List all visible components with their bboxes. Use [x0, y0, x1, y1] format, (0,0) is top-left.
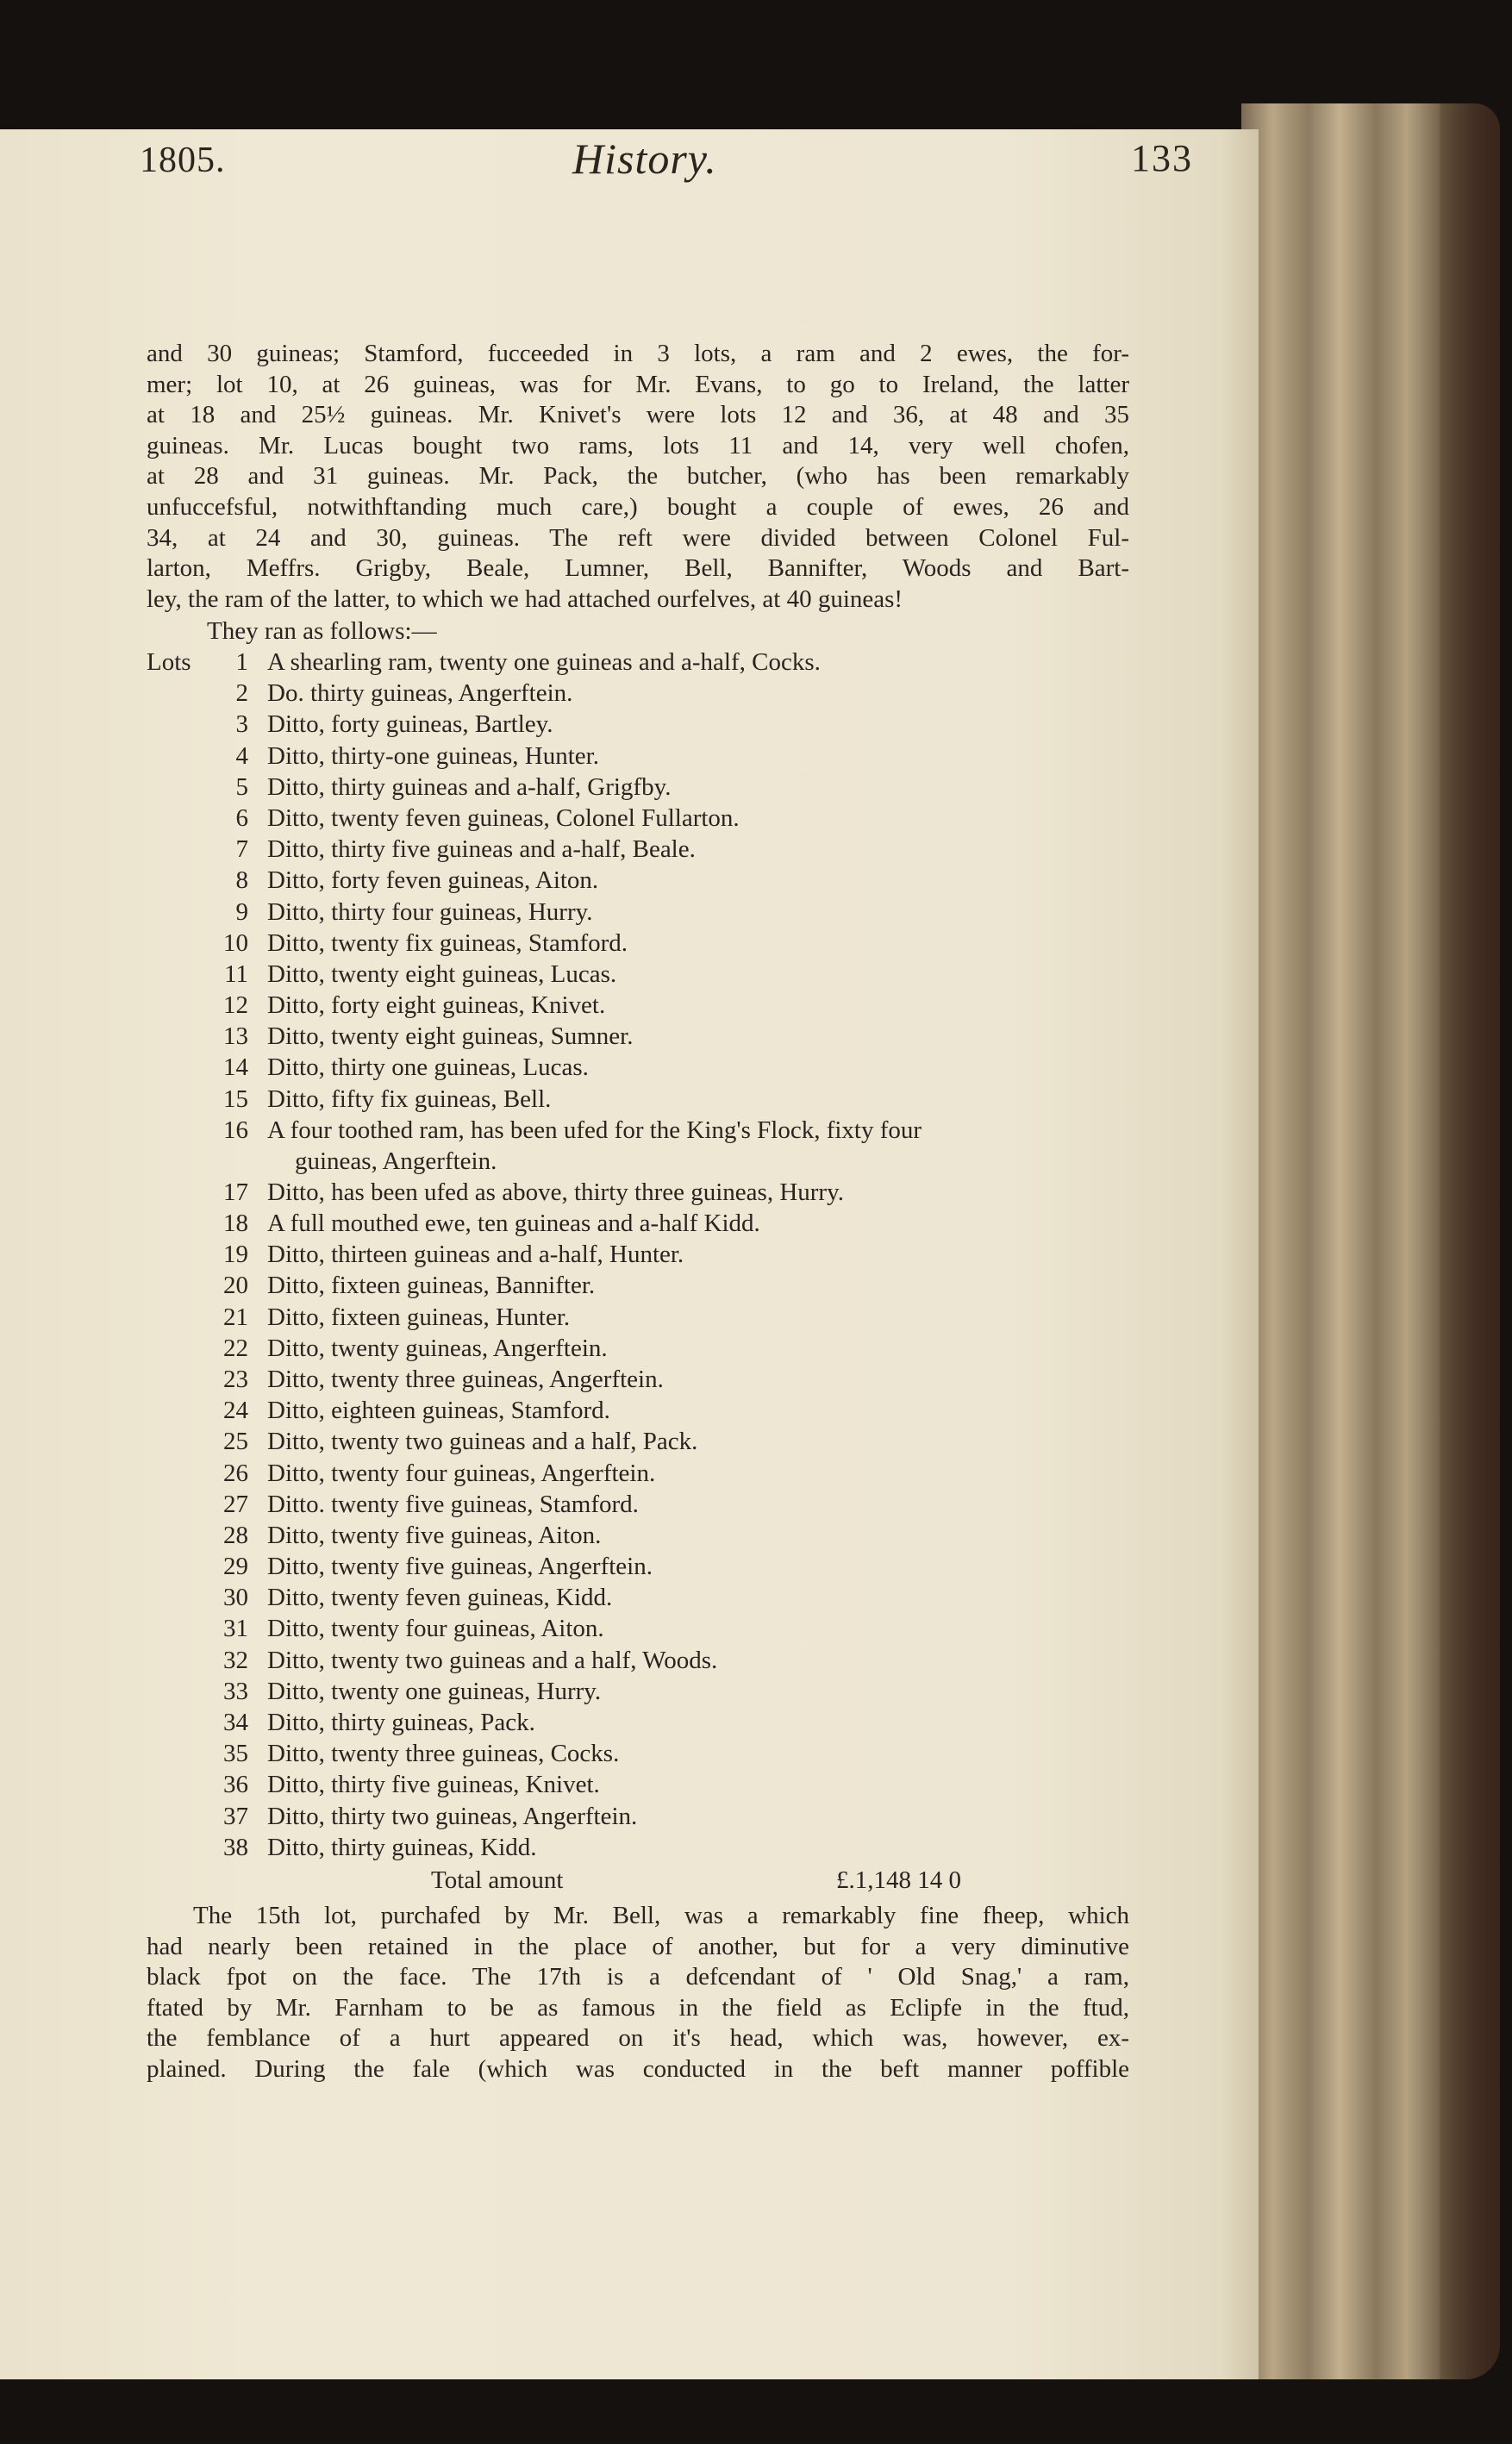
lots-list: [147, 648, 1138, 1899]
lot-row: [147, 1178, 1138, 1209]
lot-row: [147, 1803, 1138, 1834]
text-line: ftated by Mr. Farnham to be as famous in the field as Eclipfe in the ftud,: [147, 1993, 1129, 2022]
lot-number: 9: [235, 897, 248, 926]
lot-row: [147, 1335, 1138, 1366]
lot-description: Ditto, fifty fix guineas, Bell.: [267, 1084, 552, 1113]
text-line: 34, at 24 and 30, guineas. The reft were divided between Colonel Ful-: [147, 523, 1129, 552]
lot-number: 23: [223, 1365, 248, 1393]
lot-description: Ditto, twenty two guineas and a half, Woods.: [267, 1646, 718, 1674]
lot-description: Do. thirty guineas, Angerftein.: [267, 679, 573, 708]
lot-description: A full mouthed ewe, ten guineas and a-half Kidd.: [267, 1209, 760, 1237]
lots-label: Lots: [147, 648, 191, 676]
lot-description: Ditto, twenty two guineas and a half, Pack.: [267, 1428, 698, 1456]
text-line: mer; lot 10, at 26 guineas, was for Mr. Evans, to go to Ireland, the latter: [147, 370, 1129, 398]
lot-description: Ditto, thirty five guineas, Knivet.: [267, 1771, 600, 1799]
lot-row: [147, 1116, 1138, 1178]
lot-description: Ditto, has been ufed as above, thirty three guineas, Hurry.: [267, 1178, 844, 1206]
lot-description: Ditto, twenty guineas, Angerftein.: [267, 1334, 608, 1362]
lot-description: Ditto, twenty feven guineas, Kidd.: [267, 1584, 613, 1612]
lot-number: 20: [223, 1272, 248, 1300]
lot-row: [147, 1460, 1138, 1491]
lot-description: Ditto, twenty five guineas, Angerftein.: [267, 1553, 653, 1581]
lot-row: [147, 1303, 1138, 1335]
lot-row: [147, 835, 1138, 866]
text-line: ley, the ram of the latter, to which we had attached ourfelves, at 40 guineas!: [147, 584, 903, 613]
lot-number: 15: [223, 1084, 248, 1113]
text-line: unfuccefsful, notwithftanding much care,) bought a couple of ewes, 26 and: [147, 492, 1129, 521]
lot-row: [147, 1740, 1138, 1771]
lot-row: [147, 960, 1138, 991]
total-row: [147, 1865, 1138, 1899]
text-line: larton, Meffrs. Grigby, Beale, Lumner, Bell, Bannifter, Woods and Bart-: [147, 554, 1129, 583]
lot-description: Ditto, twenty four guineas, Angerftein.: [267, 1459, 656, 1487]
lot-row: [147, 1085, 1138, 1116]
lot-number: 24: [223, 1397, 248, 1425]
lot-description: Ditto, thirty two guineas, Angerftein.: [267, 1802, 638, 1830]
lot-row: [147, 991, 1138, 1022]
lot-row: [147, 710, 1138, 741]
lot-number: 29: [223, 1553, 248, 1581]
lot-number: 27: [223, 1490, 248, 1518]
lot-row: [147, 679, 1138, 710]
lot-description: A shearling ram, twenty one guineas and a-half, Cocks.: [267, 648, 821, 676]
lot-number: 6: [235, 803, 248, 832]
text-line: at 18 and 25½ guineas. Mr. Knivet's were lots 12 and 36, at 48 and 35: [147, 401, 1129, 429]
lot-number: 12: [223, 991, 248, 1020]
lot-description: Ditto, thirty guineas, Kidd.: [267, 1833, 537, 1861]
lot-row: [147, 1272, 1138, 1303]
text-line: The 15th lot, purchafed by Mr. Bell, was a remarkably fine fheep, which: [193, 1902, 1129, 1929]
lot-row: [147, 1209, 1138, 1241]
lot-row: [147, 804, 1138, 835]
lot-row: [147, 1053, 1138, 1084]
lot-row: [147, 1615, 1138, 1646]
lot-row: [147, 1647, 1138, 1678]
lot-row: [147, 1522, 1138, 1553]
lot-number: 2: [235, 679, 248, 708]
lot-row: [147, 1709, 1138, 1740]
lot-description: Ditto, twenty five guineas, Aiton.: [267, 1521, 602, 1549]
lot-description: Ditto, thirteen guineas and a-half, Hunter.: [267, 1241, 684, 1269]
lot-number: 32: [223, 1646, 248, 1674]
lot-description: Ditto, twenty eight guineas, Lucas.: [267, 959, 617, 988]
lot-row: [147, 742, 1138, 773]
lot-row: [147, 898, 1138, 929]
lot-number: 28: [223, 1521, 248, 1549]
lot-description: Ditto, fixteen guineas, Bannifter.: [267, 1272, 596, 1300]
lot-description: Ditto, thirty guineas and a-half, Grigfby.: [267, 772, 672, 801]
lot-number: 25: [223, 1428, 248, 1456]
lot-row: [147, 773, 1138, 804]
lot-number: 26: [223, 1459, 248, 1487]
lot-description: Ditto, twenty feven guineas, Colonel Fullarton.: [267, 803, 740, 832]
lot-description: Ditto, twenty one guineas, Hurry.: [267, 1677, 602, 1705]
header-title: History.: [572, 134, 717, 183]
header-year: 1805.: [140, 141, 226, 180]
lot-number: 8: [235, 866, 248, 895]
lot-row: [147, 929, 1138, 960]
running-header: [0, 0, 1259, 183]
lot-number: 34: [223, 1709, 248, 1736]
lot-row: [147, 1366, 1138, 1397]
lot-description: Ditto, thirty four guineas, Hurry.: [267, 897, 593, 926]
lot-description: Ditto, fixteen guineas, Hunter.: [267, 1303, 571, 1331]
lot-number: 13: [223, 1022, 248, 1051]
lot-row: [147, 1553, 1138, 1584]
lot-number: 38: [223, 1833, 248, 1861]
lot-description: Ditto, forty guineas, Bartley.: [267, 710, 553, 739]
lot-number: 16: [223, 1116, 248, 1144]
lot-description: Ditto, twenty three guineas, Angerftein.: [267, 1365, 664, 1393]
lot-description: Ditto, thirty one guineas, Lucas.: [267, 1053, 589, 1082]
lot-row: [147, 1397, 1138, 1428]
lot-row: [147, 1241, 1138, 1272]
lot-number: 35: [223, 1740, 248, 1768]
lot-number: 36: [223, 1771, 248, 1799]
lot-description: Ditto, twenty three guineas, Cocks.: [267, 1740, 620, 1768]
lot-row: [147, 1428, 1138, 1459]
lot-description: Ditto, twenty eight guineas, Sumner.: [267, 1022, 634, 1051]
lot-row: [147, 1771, 1138, 1802]
lot-description: Ditto, thirty-one guineas, Hunter.: [267, 741, 599, 770]
lot-number: 37: [223, 1802, 248, 1830]
lot-number: 30: [223, 1584, 248, 1612]
text-line: black fpot on the face. The 17th is a defcendant of ' Old Snag,' a ram,: [147, 1963, 1129, 1991]
lot-description: Ditto, thirty guineas, Pack.: [267, 1709, 535, 1736]
lot-row: [147, 1491, 1138, 1522]
book-page-edges: [1241, 103, 1500, 2379]
lot-description: Ditto, twenty four guineas, Aiton.: [267, 1615, 604, 1643]
lot-number: 5: [235, 772, 248, 801]
text-line: at 28 and 31 guineas. Mr. Pack, the butcher, (who has been remarkably: [147, 462, 1129, 491]
lot-row: [147, 1022, 1138, 1053]
lot-description-continued: guineas, Angerftein.: [295, 1147, 497, 1175]
paragraph-2: [147, 1901, 1129, 2085]
lot-description: Ditto, forty eight guineas, Knivet.: [267, 991, 606, 1020]
lot-row: [147, 1584, 1138, 1615]
lot-number: 1: [235, 648, 248, 676]
lot-row: [147, 1678, 1138, 1709]
lot-description: Ditto, forty feven guineas, Aiton.: [267, 866, 599, 895]
lot-row: [147, 1834, 1138, 1865]
lots-intro: They ran as follows:—: [207, 617, 437, 645]
lot-number: 11: [224, 959, 248, 988]
lot-number: 17: [223, 1178, 248, 1206]
lot-description: Ditto, eighteen guineas, Stamford.: [267, 1397, 610, 1425]
lot-number: 18: [223, 1209, 248, 1237]
lot-number: 22: [223, 1334, 248, 1362]
text-line: had nearly been retained in the place of another, but for a very diminutive: [147, 1932, 1129, 1960]
lot-description: A four toothed ram, has been ufed for the King's Flock, fixty four: [267, 1116, 922, 1144]
total-value: £.1,148 14 0: [836, 1866, 961, 1894]
lot-number: 31: [223, 1615, 248, 1643]
lot-number: 7: [235, 835, 248, 864]
lot-description: Ditto, twenty fix guineas, Stamford.: [267, 928, 628, 957]
lot-number: 33: [223, 1677, 248, 1705]
lot-number: 3: [235, 710, 248, 739]
text-line: the femblance of a hurt appeared on it's head, which was, however, ex-: [147, 2024, 1129, 2053]
text-line: guineas. Mr. Lucas bought two rams, lots 11 and 14, very well chofen,: [147, 431, 1129, 459]
lot-number: 14: [223, 1053, 248, 1082]
lot-number: 21: [223, 1303, 248, 1331]
lot-number: 19: [223, 1241, 248, 1269]
text-line: and 30 guineas; Stamford, fucceeded in 3 lots, a ram and 2 ewes, the for-: [147, 340, 1129, 367]
text-line: plained. During the fale (which was conducted in the beft manner poffible: [147, 2054, 1129, 2083]
lot-row: [147, 866, 1138, 897]
lot-number: 4: [235, 741, 248, 770]
lot-number: 10: [223, 928, 248, 957]
paragraph-1: [147, 339, 1129, 615]
total-label: Total amount: [431, 1866, 564, 1894]
lot-row: [147, 648, 1138, 679]
lot-description: Ditto. twenty five guineas, Stamford.: [267, 1490, 639, 1518]
page-number: 133: [1131, 137, 1193, 179]
lot-description: Ditto, thirty five guineas and a-half, Beale.: [267, 835, 696, 864]
